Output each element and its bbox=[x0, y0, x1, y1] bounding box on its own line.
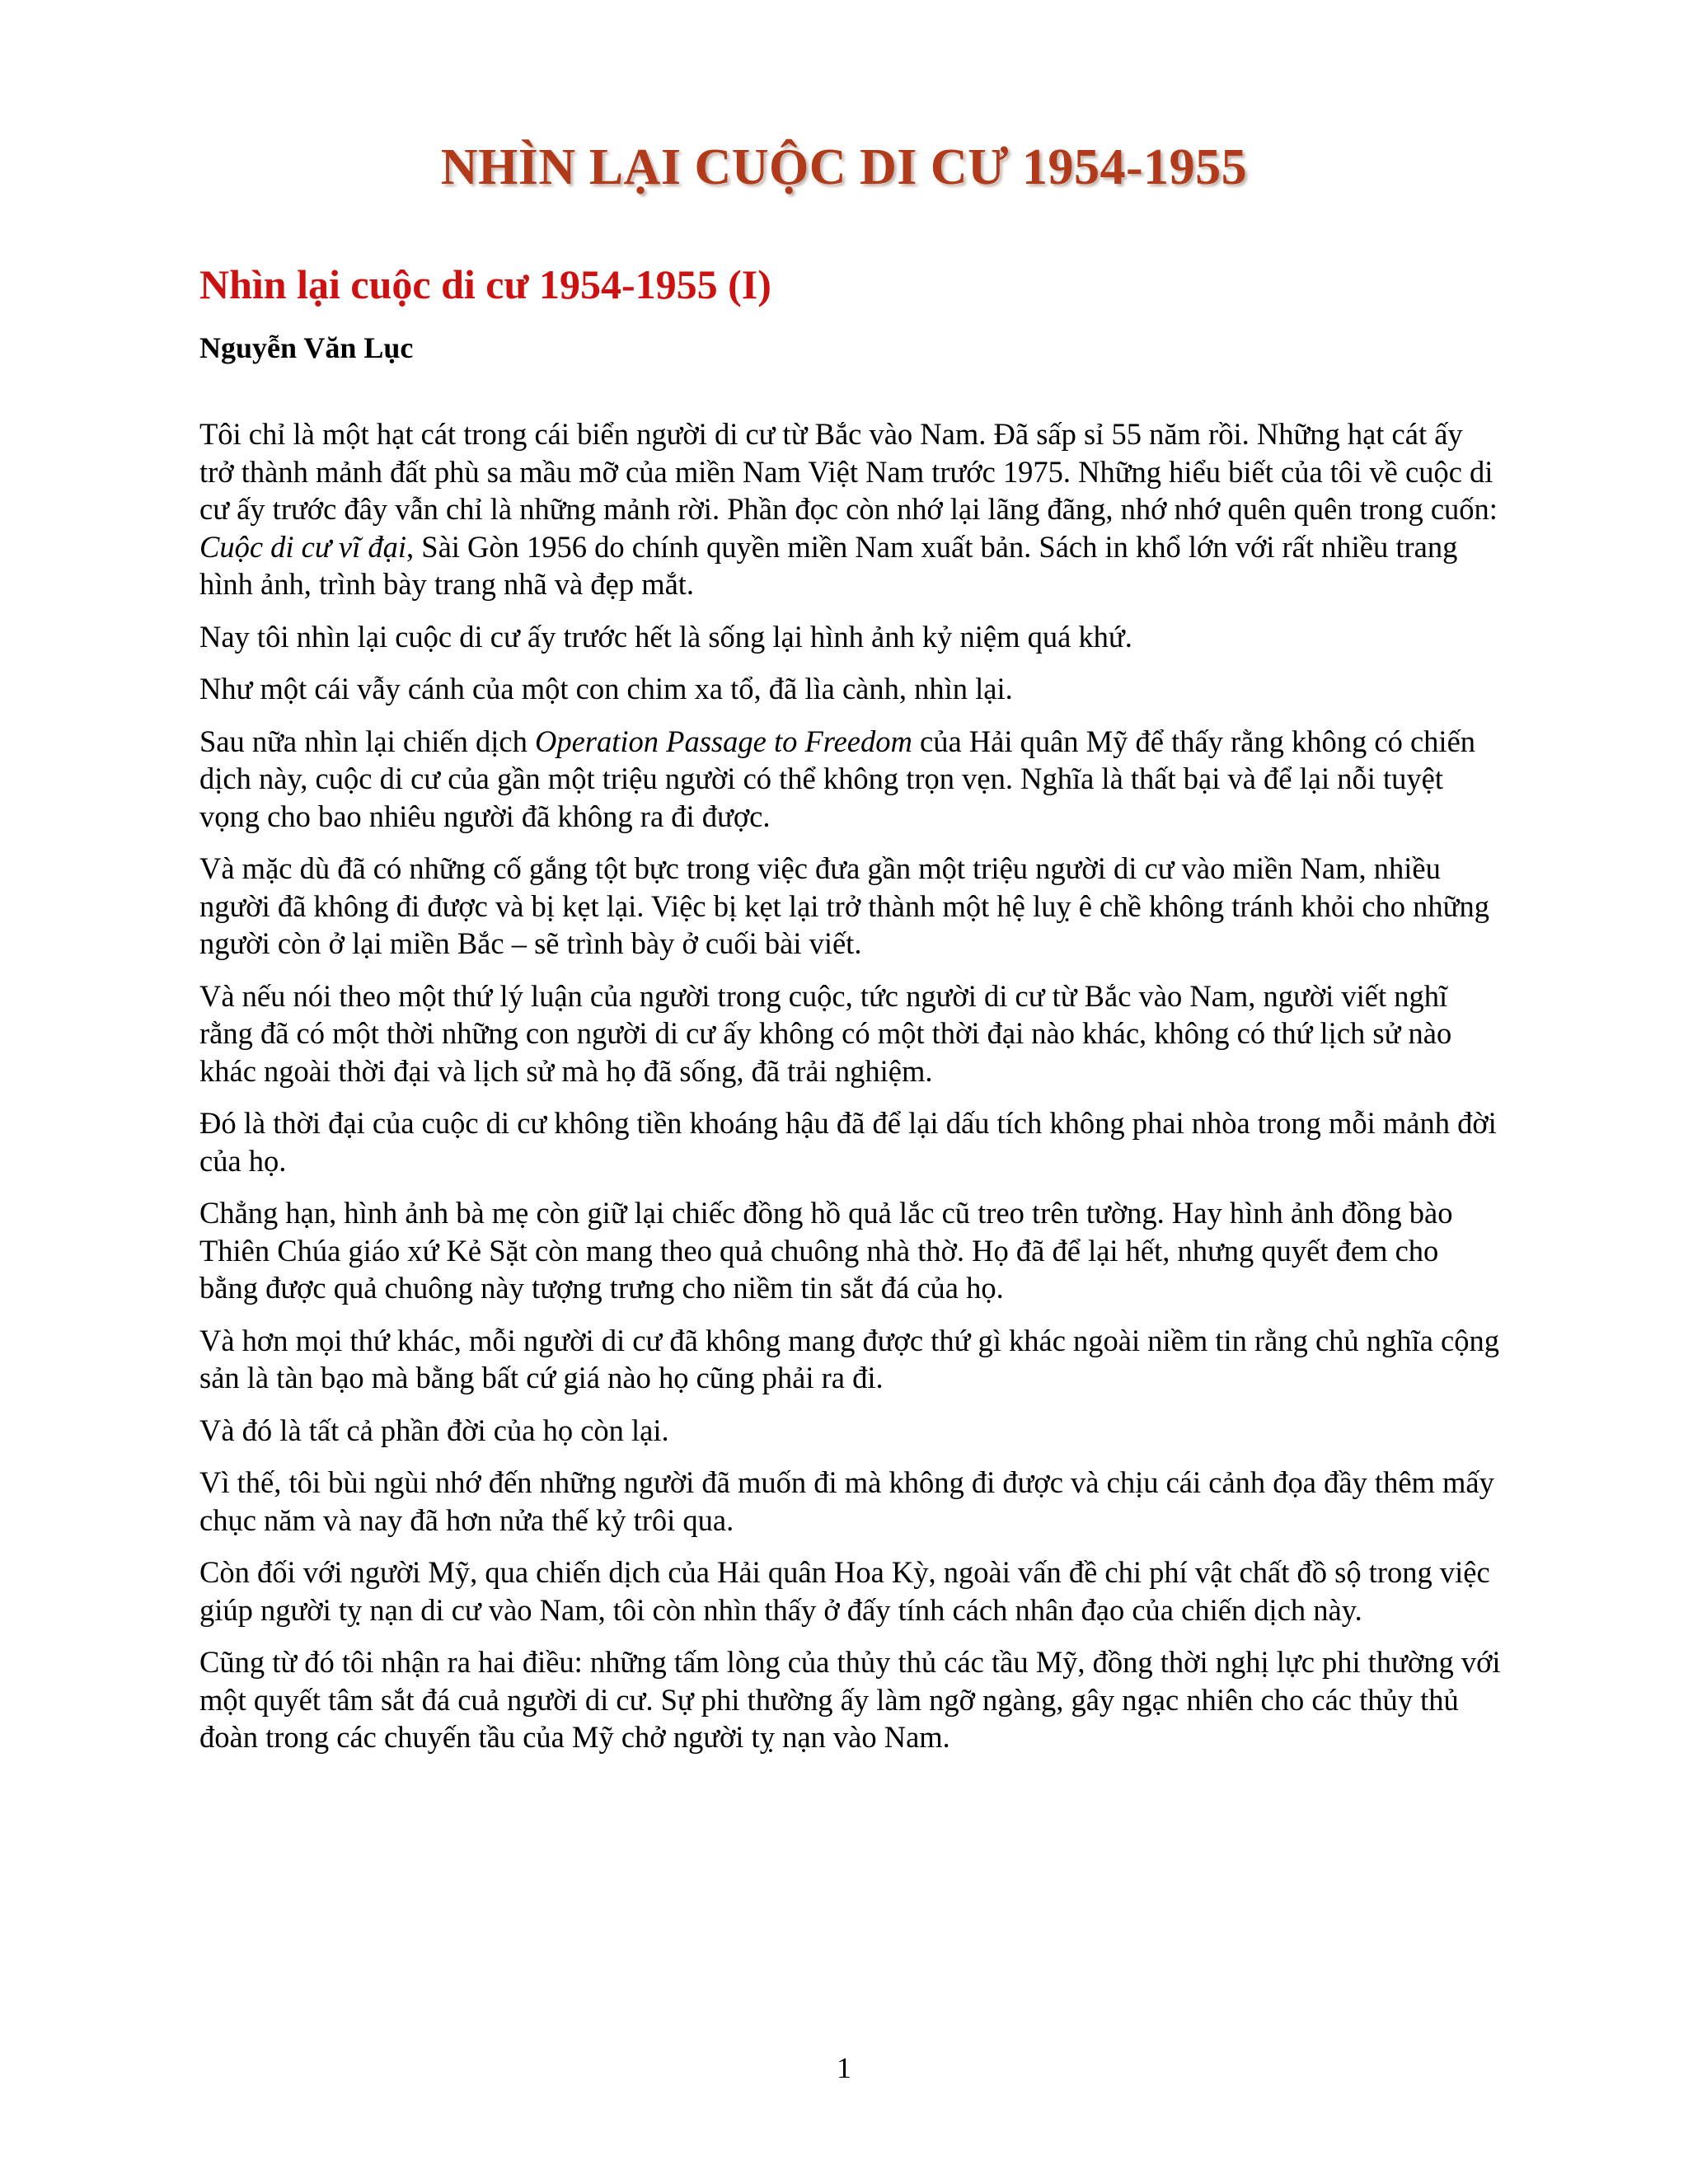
author-name: Nguyễn Văn Lục bbox=[199, 331, 414, 364]
paragraph-9: Và hơn mọi thứ khác, mỗi người di cư đã không mang được thứ gì khác ngoài niềm tin rằng chủ nghĩa cộng sản là tàn bạo mà bằng bất cứ giá nào họ cũng phải ra đi. bbox=[199, 1323, 1499, 1394]
paragraph-6: Và nếu nói theo một thứ lý luận của người trong cuộc, tức người di cư từ Bắc vào Nam, người viết nghĩ rằng đã có một thời những con người di cư ấy không có một thời đại nào khác, không có thứ lịch sử nào khác ngoài thời đại và lịch sử mà họ đã sống, đã trải nghiệm. bbox=[199, 978, 1452, 1088]
paragraph-11: Vì thế, tôi bùi ngùi nhớ đến những người đã muốn đi mà không đi được và chịu cái cảnh đọa đầy thêm mấy chục năm và nay đã hơn nửa thế kỷ trôi qua. bbox=[199, 1465, 1494, 1537]
operation-name: Operation Passage to Freedom bbox=[535, 724, 912, 758]
paragraph-12: Còn đối với người Mỹ, qua chiến dịch của Hải quân Hoa Kỳ, ngoài vấn đề chi phí vật chất đồ sộ trong việc giúp người tỵ nạn di cư vào Nam, tôi còn nhìn thấy ở đấy tính cách nhân đạo của chiến dịch này. bbox=[199, 1555, 1490, 1627]
page-number: 1 bbox=[837, 2051, 851, 2084]
paragraph-4-text-a: Sau nữa nhìn lại chiến dịch bbox=[199, 724, 535, 758]
paragraph-7: Đó là thời đại của cuộc di cư không tiền khoáng hậu đã để lại dấu tích không phai nhòa trong mỗi mảnh đời của họ. bbox=[199, 1106, 1497, 1178]
paragraph-4-text-b: của Hải quân Mỹ để thấy rằng không có chiến dịch này, cuộc di cư của gần một triệu người có thể không trọn vẹn. Nghĩa là thất bại và để lại nỗi tuyệt vọng cho bao nhiêu người đã không ra đi được. bbox=[199, 724, 1476, 833]
paragraph-1 bbox=[199, 415, 1502, 603]
paragraph-13: Cũng từ đó tôi nhận ra hai điều: những tấm lòng của thủy thủ các tầu Mỹ, đồng thời nghị lực phi thường với một quyết tâm sắt đá cuả người di cư. Sự phi thường ấy làm ngỡ ngàng, gây ngạc nhiên cho các thủy thủ đoàn trong các chuyến tầu của Mỹ chở người tỵ nạn vào Nam. bbox=[199, 1645, 1501, 1754]
article-body bbox=[199, 255, 1502, 1771]
paragraph-1-text-b: , Sài Gòn 1956 do chính quyền miền Nam xuất bản. Sách in khổ lớn với rất nhiều trang hình ảnh, trình bày trang nhã và đẹp mắt. bbox=[199, 529, 1458, 601]
paragraph-8: Chẳng hạn, hình ảnh bà mẹ còn giữ lại chiếc đồng hồ quả lắc cũ treo trên tường. Hay hình ảnh đồng bào Thiên Chúa giáo xứ Kẻ Sặt còn mang theo quả chuông nhà thờ. Họ đã để lại hết, nhưng quyết đem cho bằng được quả chuông này tượng trưng cho niềm tin sắt đá của họ. bbox=[199, 1196, 1453, 1305]
paragraph-3: Như một cái vẫy cánh của một con chim xa tổ, đã lìa cành, nhìn lại. bbox=[199, 672, 1013, 705]
paragraph-1-text-a: Tôi chỉ là một hạt cát trong cái biển người di cư từ Bắc vào Nam. Đã sấp sỉ 55 năm rồi. Những hạt cát ấy trở thành mảnh đất phù sa mầu mỡ của miền Nam Việt Nam trước 1975. Những hiểu biết của tôi về cuộc di cư ấy trước đây vẫn chỉ là những mảnh rời. Phần đọc còn nhớ lại lãng đãng, nhớ nhớ quên quên trong cuốn: bbox=[199, 417, 1498, 526]
page-title: NHÌN LẠI CUỘC DI CƯ 1954-1955 bbox=[440, 139, 1248, 195]
paragraph-2: Nay tôi nhìn lại cuộc di cư ấy trước hết là sống lại hình ảnh kỷ niệm quá khứ. bbox=[199, 619, 1132, 654]
book-title: Cuộc di cư vĩ đại bbox=[199, 529, 407, 564]
paragraph-5: Và mặc dù đã có những cố gắng tột bực trong việc đưa gần một triệu người di cư vào miền Nam, nhiều người đã không đi được và bị kẹt lại. Việc bị kẹt lại trở thành một hệ luỵ ê chề không tránh khỏi cho những người còn ở lại miền Bắc – sẽ trình bày ở cuối bài viết. bbox=[199, 851, 1489, 960]
paragraph-4 bbox=[199, 723, 1502, 836]
section-heading: Nhìn lại cuộc di cư 1954-1955 (I) bbox=[199, 261, 771, 307]
paragraph-10: Và đó là tất cả phần đời của họ còn lại. bbox=[199, 1413, 669, 1447]
